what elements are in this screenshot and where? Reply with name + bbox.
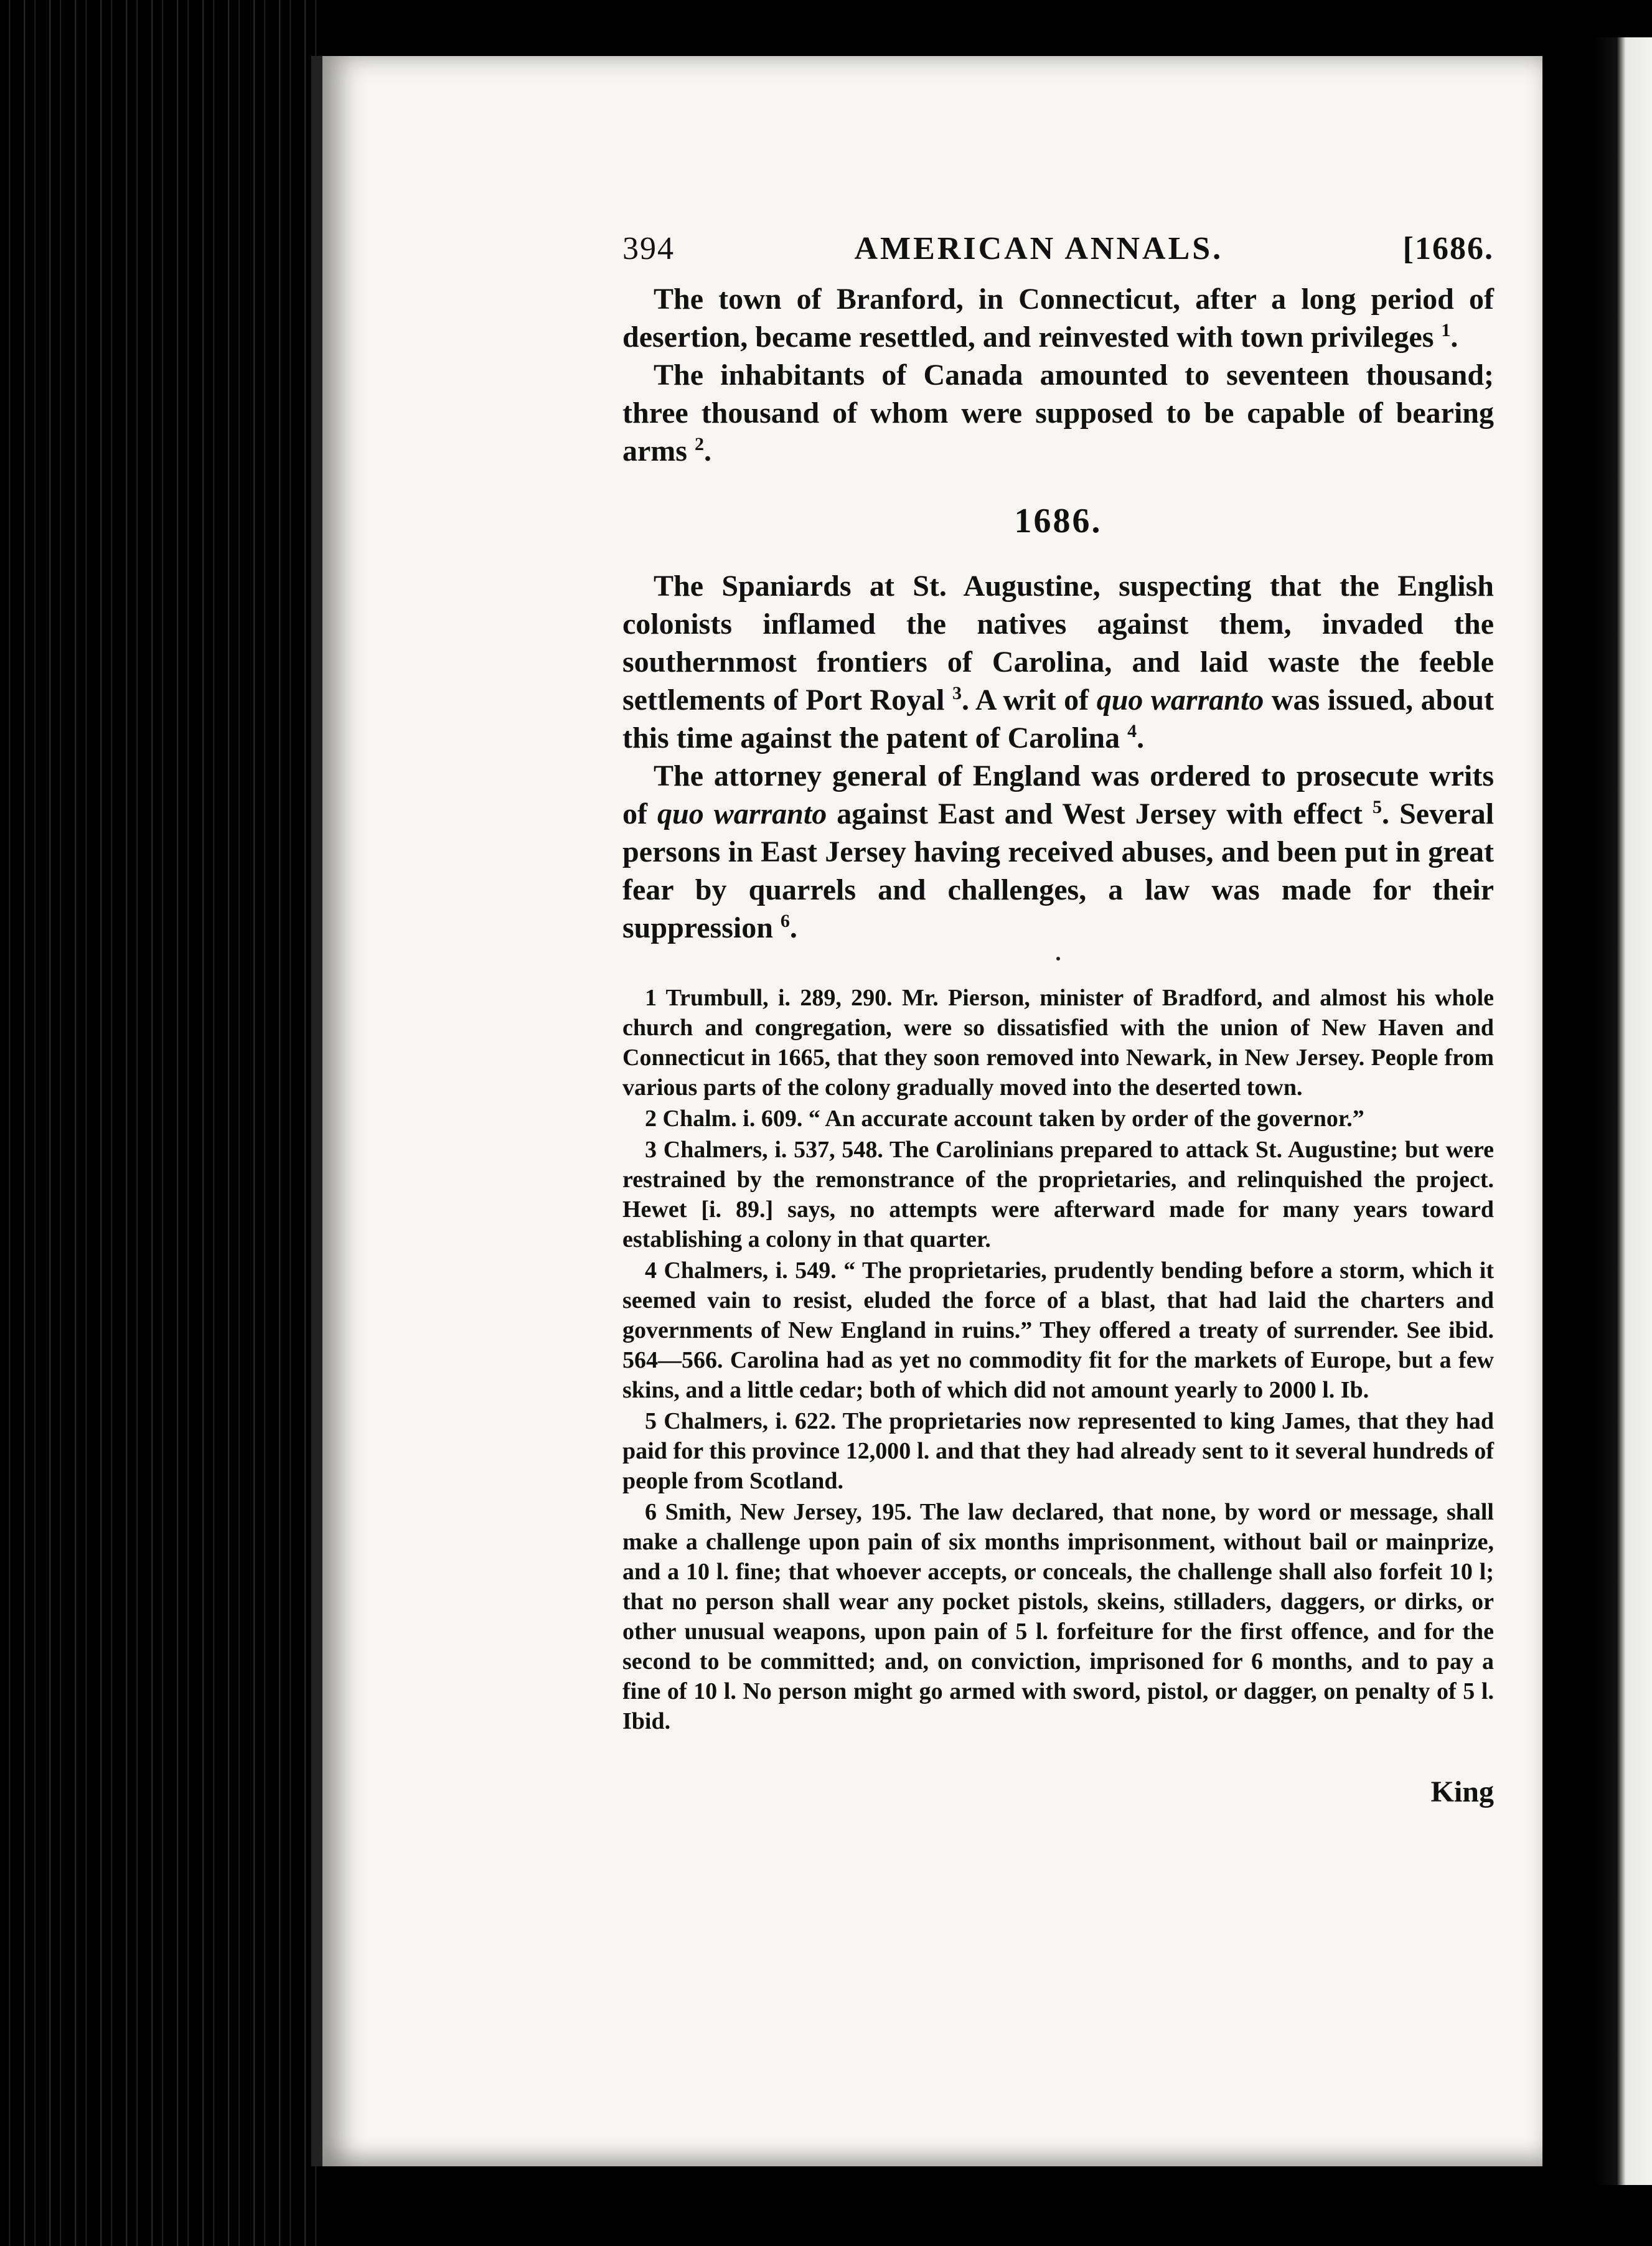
footnote: 3 Chalmers, i. 537, 548. The Carolinians prepared to attack St. Augustine; but were restrained by the remonstrance of the proprietaries, and relinquished the project. Hewet [i. 89.] says, no attempts were afterward made for many years toward establishing a colony in that quarter. <box>622 1137 1494 1252</box>
paragraph-text: The Spaniards at St. Augustine, suspecting that the English colonists inflamed the natives against them, invaded the southernmost frontiers of Carolina, and laid waste the feeble settlements of Port Royal <box>622 570 1494 717</box>
footnote-ref: 4 <box>1127 721 1137 741</box>
year-heading: 1686. <box>1014 502 1102 540</box>
footnote-ref: 1 <box>1441 320 1451 341</box>
paragraph-canada: The inhabitants of Canada amounted to seventeen thousand; three thousand of whom were supposed to be capable of bearing arms $^2$. <box>622 359 1494 468</box>
paragraph-st-augustine: The Spaniards at St. Augustine, suspecting that the English colonists inflamed the natives against them, invaded the southernmost frontiers of Carolina, and laid waste the feeble settlements of Port Royal $^3$. A writ of quo warranto was issued, about this time against the patent of Carolina $^4$. <box>622 570 1494 754</box>
footnote: 6 Smith, New Jersey, 195. The law declared, that none, by word or message, shall make a challenge upon pain of six months imprisonment, without bail or mainprize, and a 10 l. fine; that whoever accepts, or conceals, the challenge shall also forfeit 10 l; that no person shall wear any pocket pistols, skeins, stilladers, daggers, or dirks, or other unusual weapons, upon pain of 5 l. forfeiture for the first offence, and for the second to be committed; and, on conviction, imprisoned for 6 months, and to pay a fine of 10 l. No person might go armed with sword, pistol, or dagger, on penalty of 5 l. Ibid. <box>622 1499 1494 1734</box>
paragraph-text: A writ of <box>975 684 1089 717</box>
italic-term: quo warranto <box>1096 684 1264 717</box>
footnote: 1 Trumbull, i. 289, 290. Mr. Pierson, minister of Bradford, and almost his whole church and congregation, were so dissatisfied with the union of New Haven and Connecticut in 1665, that they soon removed into Newark, in New Jersey. People from various parts of the colony gradually moved into the deserted town. <box>622 985 1494 1101</box>
italic-term: quo warranto <box>657 797 827 830</box>
paragraph-text: Several persons in East Jersey having received abuses, and been put in great fear by quarrels and challenges, a law was made for their suppression <box>622 797 1495 944</box>
footnote-divider <box>1056 957 1060 961</box>
running-header <box>622 230 1494 280</box>
paragraph-text: against East and West Jersey with effect <box>837 797 1363 830</box>
paragraph-text: The inhabitants of Canada amounted to seventeen thousand; three thousand of whom were supposed to be capable of bearing arms <box>622 359 1494 468</box>
book-binding-shadow <box>0 0 324 2246</box>
footnote: 5 Chalmers, i. 622. The proprietaries now represented to king James, that they had paid for this province 12,000 l. and that they had already sent to it several hundreds of people from Scotland. <box>622 1408 1494 1494</box>
paragraph-branford: The town of Branford, in Connecticut, after a long period of desertion, became resettled, and reinvested with town privileges $^1$. <box>622 283 1494 354</box>
page-content <box>622 230 1494 1809</box>
footnote-ref: 6 <box>780 911 790 931</box>
paragraph-jersey: The attorney general of England was ordered to prosecute writs of quo warranto against East and West Jersey with effect $^5$. Several persons in East Jersey having received abuses, and been put in great fear by quarrels and challenges, a law was made for their suppression $^6$. <box>622 759 1495 944</box>
footnote: 4 Chalmers, i. 549. “ The proprietaries, prudently bending before a storm, which it seemed vain to resist, eluded the force of a blast, that had laid the charters and governments of New England in ruins.” They offered a treaty of surrender. See ibid. 564—566. Carolina had as yet no commodity fit for the markets of Europe, but a few skins, and a little cedar; both of which did not amount yearly to 2000 l. Ib. <box>622 1257 1494 1403</box>
header-year: [1686. <box>1402 231 1494 266</box>
paragraph-text: was issued, about this time against the patent of Carolina <box>622 684 1494 754</box>
paragraph-text: The town of Branford, in Connecticut, after a long period of desertion, became resettled, and reinvested with town privileges <box>622 283 1494 354</box>
catchword: King <box>1430 1775 1494 1808</box>
next-page-edge <box>1593 37 1652 2185</box>
page-number: 394 <box>622 231 675 266</box>
footnote-ref: 2 <box>694 434 704 454</box>
paragraph-text: The attorney general of England was ordered to prosecute writs of <box>622 759 1494 830</box>
footnote-ref: 3 <box>952 683 962 703</box>
footnotes <box>622 983 1494 1736</box>
running-title: AMERICAN ANNALS. <box>854 231 1224 266</box>
footnote-ref: 5 <box>1373 797 1382 817</box>
footnote: 2 Chalm. i. 609. “ An accurate account taken by order of the governor.” <box>645 1106 1364 1132</box>
